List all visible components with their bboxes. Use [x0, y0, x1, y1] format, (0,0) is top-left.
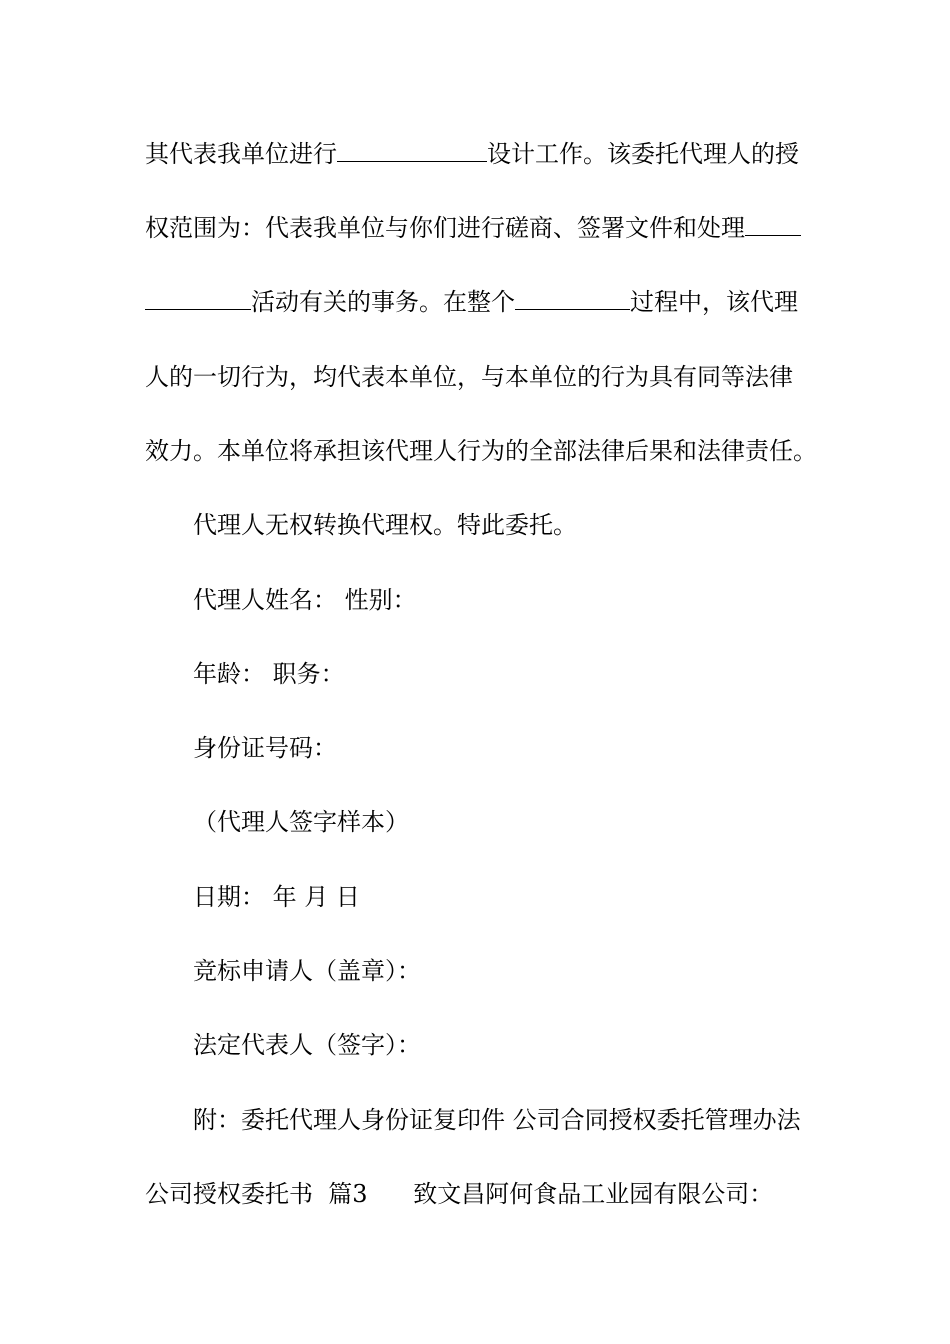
agent-name-gender-line: 代理人姓名： 性别：: [193, 586, 417, 614]
body-line-1: [145, 137, 810, 170]
text-segment: 人的一切行为，均代表本单位，与本单位的行为具有同等法律: [145, 363, 793, 391]
blank-underline: [145, 285, 251, 310]
signature-sample-line: （代理人签字样本）: [193, 808, 409, 836]
attachment-line: 附：委托代理人身份证复印件 公司合同授权委托管理办法: [193, 1106, 801, 1134]
age-position-line: 年龄： 职务：: [193, 660, 345, 688]
blank-underline: [515, 285, 630, 310]
date-line: 日期： 年 月 日: [193, 883, 360, 911]
applicant-line: 竞标申请人（盖章）：: [193, 957, 421, 985]
body-line-3: [145, 285, 810, 318]
text-segment: 其代表我单位进行: [145, 140, 337, 168]
text-segment: 活动有关的事务。在整个: [251, 288, 515, 316]
text-segment: 权范围为：代表我单位与你们进行磋商、签署文件和处理: [145, 214, 745, 242]
blank-underline: [745, 211, 801, 236]
next-section-line: 公司授权委托书 篇3 致文昌阿何食品工业园有限公司：: [145, 1180, 774, 1208]
body-line-2: [145, 211, 810, 244]
blank-underline: [337, 137, 487, 162]
text-segment: 过程中，该代理: [630, 288, 798, 316]
text-segment: 效力。本单位将承担该代理人行为的全部法律后果和法律责任。: [145, 437, 817, 465]
legal-rep-line: 法定代表人（签字）：: [193, 1031, 421, 1059]
id-number-line: 身份证号码：: [193, 734, 337, 762]
body-line-4: [145, 361, 810, 393]
statement-line: 代理人无权转换代理权。特此委托。: [193, 511, 577, 539]
body-line-5: [145, 435, 817, 467]
text-segment: 设计工作。该委托代理人的授: [487, 140, 799, 168]
